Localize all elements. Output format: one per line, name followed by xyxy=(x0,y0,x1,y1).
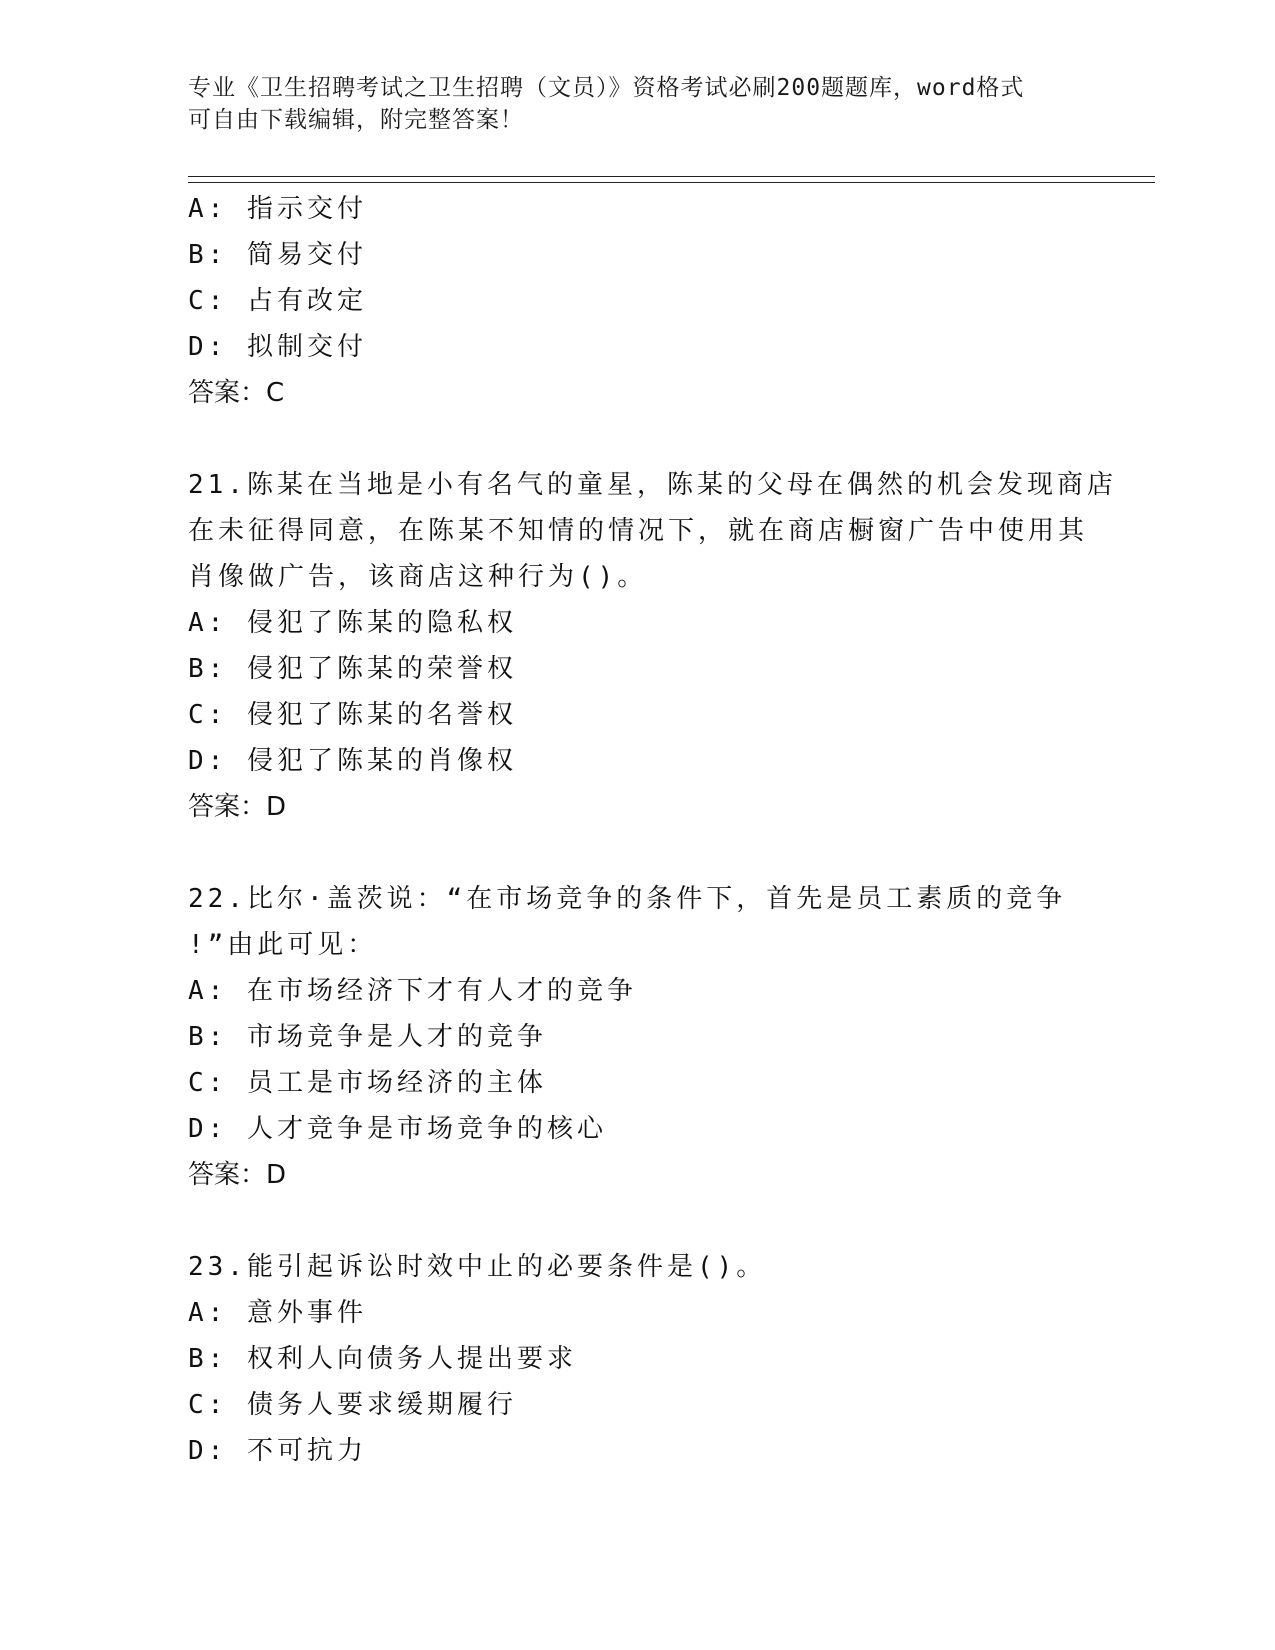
option-c: C: 员工是市场经济的主体 xyxy=(188,1068,547,1098)
question-21 xyxy=(188,462,1117,830)
option-c: C: 债务人要求缓期履行 xyxy=(188,1390,517,1420)
option-a: A: 侵犯了陈某的隐私权 xyxy=(188,608,517,638)
question-text-line: 在未征得同意，在陈某不知情的情况下，就在商店橱窗广告中使用其 xyxy=(188,516,1089,546)
question-text-line: !”由此可见： xyxy=(188,930,378,960)
option-b: B: 市场竞争是人才的竞争 xyxy=(188,1022,547,1052)
question-23 xyxy=(188,1244,1088,1474)
option-a: A: 指示交付 xyxy=(188,194,367,224)
answer: 答案：D xyxy=(188,1160,287,1190)
question-text-line: 22.比尔·盖茨说：“在市场竞争的条件下，首先是员工素质的竞争 xyxy=(188,884,1067,914)
answer: 答案：D xyxy=(188,792,287,822)
question-22 xyxy=(188,876,1088,1198)
option-b: B: 侵犯了陈某的荣誉权 xyxy=(188,654,517,684)
header-line-1: 专业《卫生招聘考试之卫生招聘（文员）》资格考试必刷200题题库，word格式 xyxy=(188,75,1025,101)
option-d: D: 不可抗力 xyxy=(188,1436,367,1466)
option-b: B: 权利人向债务人提出要求 xyxy=(188,1344,577,1374)
question-text-line: 肖像做广告，该商店这种行为()。 xyxy=(188,562,648,592)
header-rule-top xyxy=(188,176,1155,177)
option-d: D: 人才竞争是市场竞争的核心 xyxy=(188,1114,607,1144)
option-a: A: 意外事件 xyxy=(188,1298,367,1328)
header-line-2: 可自由下载编辑，附完整答案！ xyxy=(188,107,524,133)
option-c: C: 侵犯了陈某的名誉权 xyxy=(188,700,517,730)
answer: 答案：C xyxy=(188,378,285,408)
question-20 xyxy=(188,186,1088,416)
document-header xyxy=(188,72,1068,136)
option-a: A: 在市场经济下才有人才的竞争 xyxy=(188,976,637,1006)
option-b: B: 简易交付 xyxy=(188,240,367,270)
option-d: D: 侵犯了陈某的肖像权 xyxy=(188,746,517,776)
option-d: D: 拟制交付 xyxy=(188,332,367,362)
question-text-line: 23.能引起诉讼时效中止的必要条件是()。 xyxy=(188,1252,767,1282)
header-rule-bottom xyxy=(188,182,1155,183)
option-c: C: 占有改定 xyxy=(188,286,367,316)
question-text-line: 21.陈某在当地是小有名气的童星，陈某的父母在偶然的机会发现商店 xyxy=(188,470,1117,500)
